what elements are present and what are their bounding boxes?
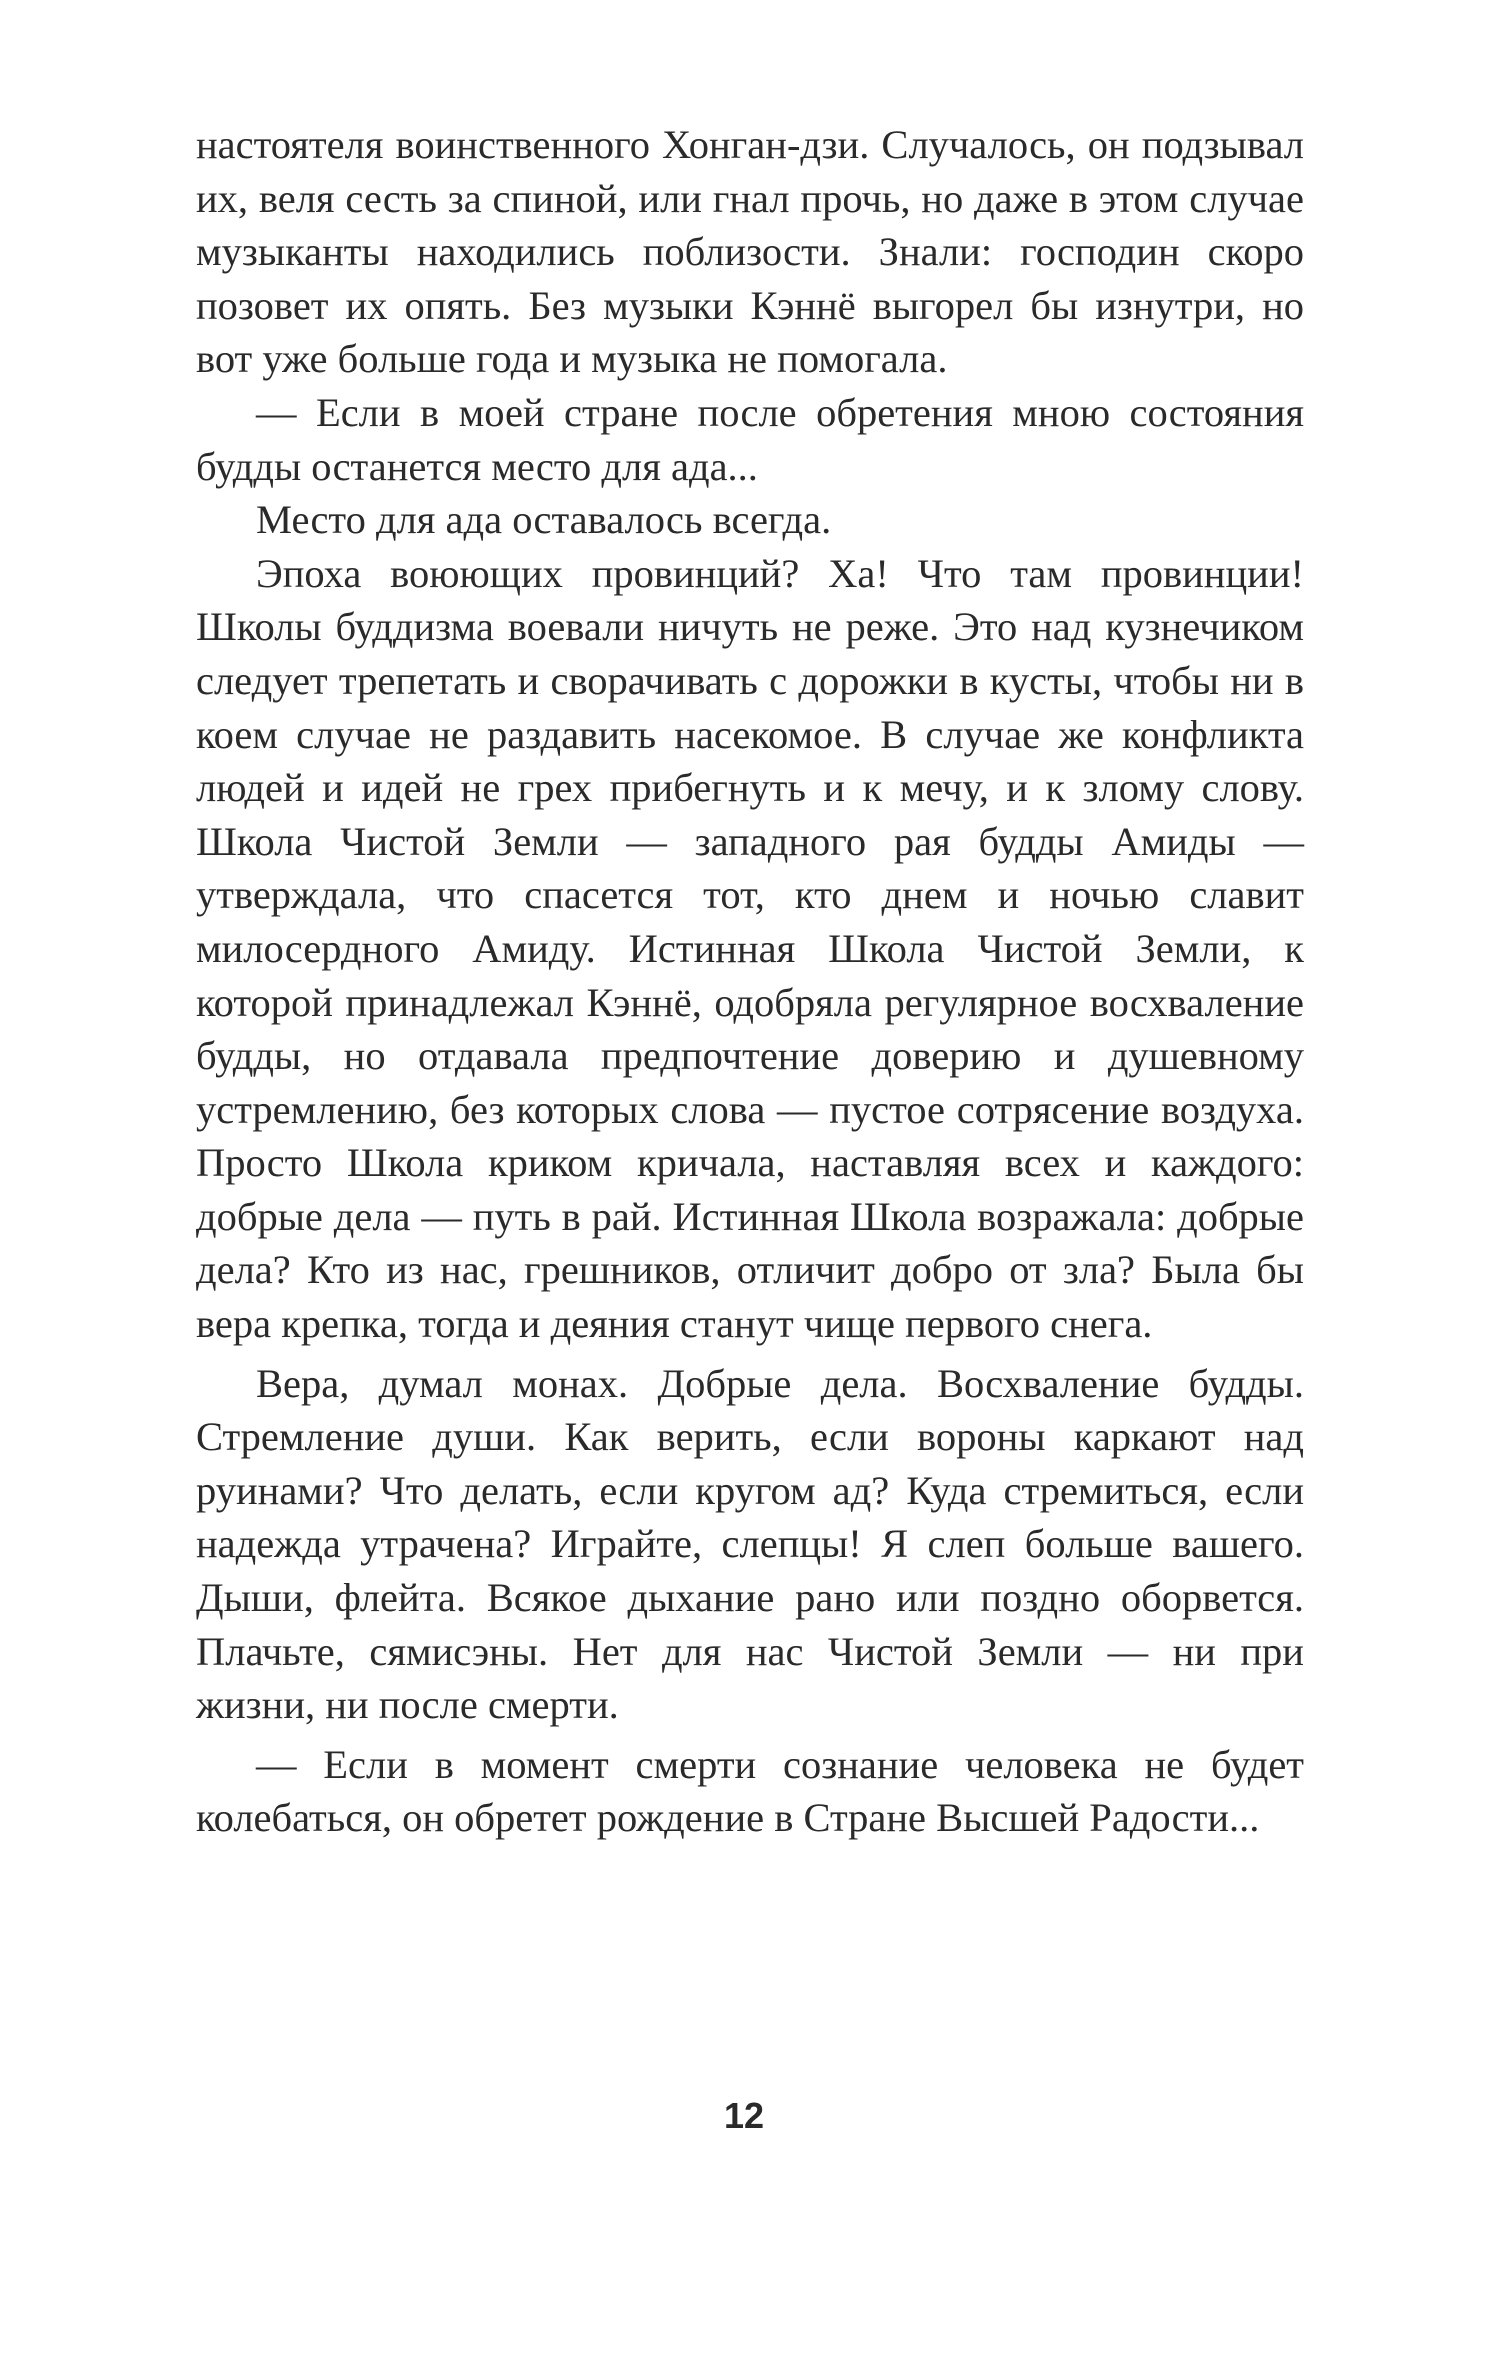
paragraph-6: — Если в момент смерти сознание человека не будет колебаться, он обретет рождение в Стране Высшей Радости... [196, 1741, 1304, 1841]
paragraph-4: Эпоха воюющих провинций? Ха! Что там провинции! Школы буддизма воевали ничуть не реже. Это над кузнечиком следует трепетать и сворачивать с дорожки в кусты, чтобы ни в коем случае не раздавить насекомое. В случае же конфликта людей и идей не грех прибегнуть и к мечу, и к злому слову. Школа Чистой Земли — западного рая будды Амиды — утверждала, что спасется тот, кто днем и ночью славит милосердного Амиду. Истинная Школа Чистой Земли, к которой принадлежал Кэннё, одобряла регулярное восхваление будды, но отдавала предпочтение доверию и душевному устремлению, без которых слова — пустое сотрясение воздуха. Просто Школа криком кричала, наставляя всех и каждого: добрые дела — путь в рай. Истинная Школа возражала: добрые дела? Кто из нас, грешников, отличит добро от зла? Была бы вера крепка, тогда и деяния станут чище первого снега. [196, 550, 1304, 1347]
paragraph-3: Место для ада оставалось всегда. [256, 497, 832, 543]
page-number: 12 [723, 2095, 765, 2136]
paragraph-2: — Если в моей стране после обретения мною состояния будды останется место для ада... [196, 389, 1304, 489]
paragraph-5: Вера, думал монах. Добрые дела. Восхваление будды. Стремление души. Как верить, если вороны каркают над руинами? Что делать, если кругом ад? Куда стремиться, если надежда утрачена? Играйте, слепцы! Я слеп больше вашего. Дыши, флейта. Всякое дыхание рано или поздно оборвется. Плачьте, сямисэны. Нет для нас Чистой Земли — ни при жизни, ни после смерти. [196, 1360, 1304, 1728]
body-text [196, 118, 1304, 1845]
paragraph-1: настоятеля воинственного Хонган-дзи. Случалось, он подзывал их, веля сесть за спиной, или гнал прочь, но даже в этом случае музыканты находились поблизости. Знали: господин скоро позовет их опять. Без музыки Кэннё выгорел бы изнутри, но вот уже больше года и музыка не помогала. [196, 122, 1304, 382]
